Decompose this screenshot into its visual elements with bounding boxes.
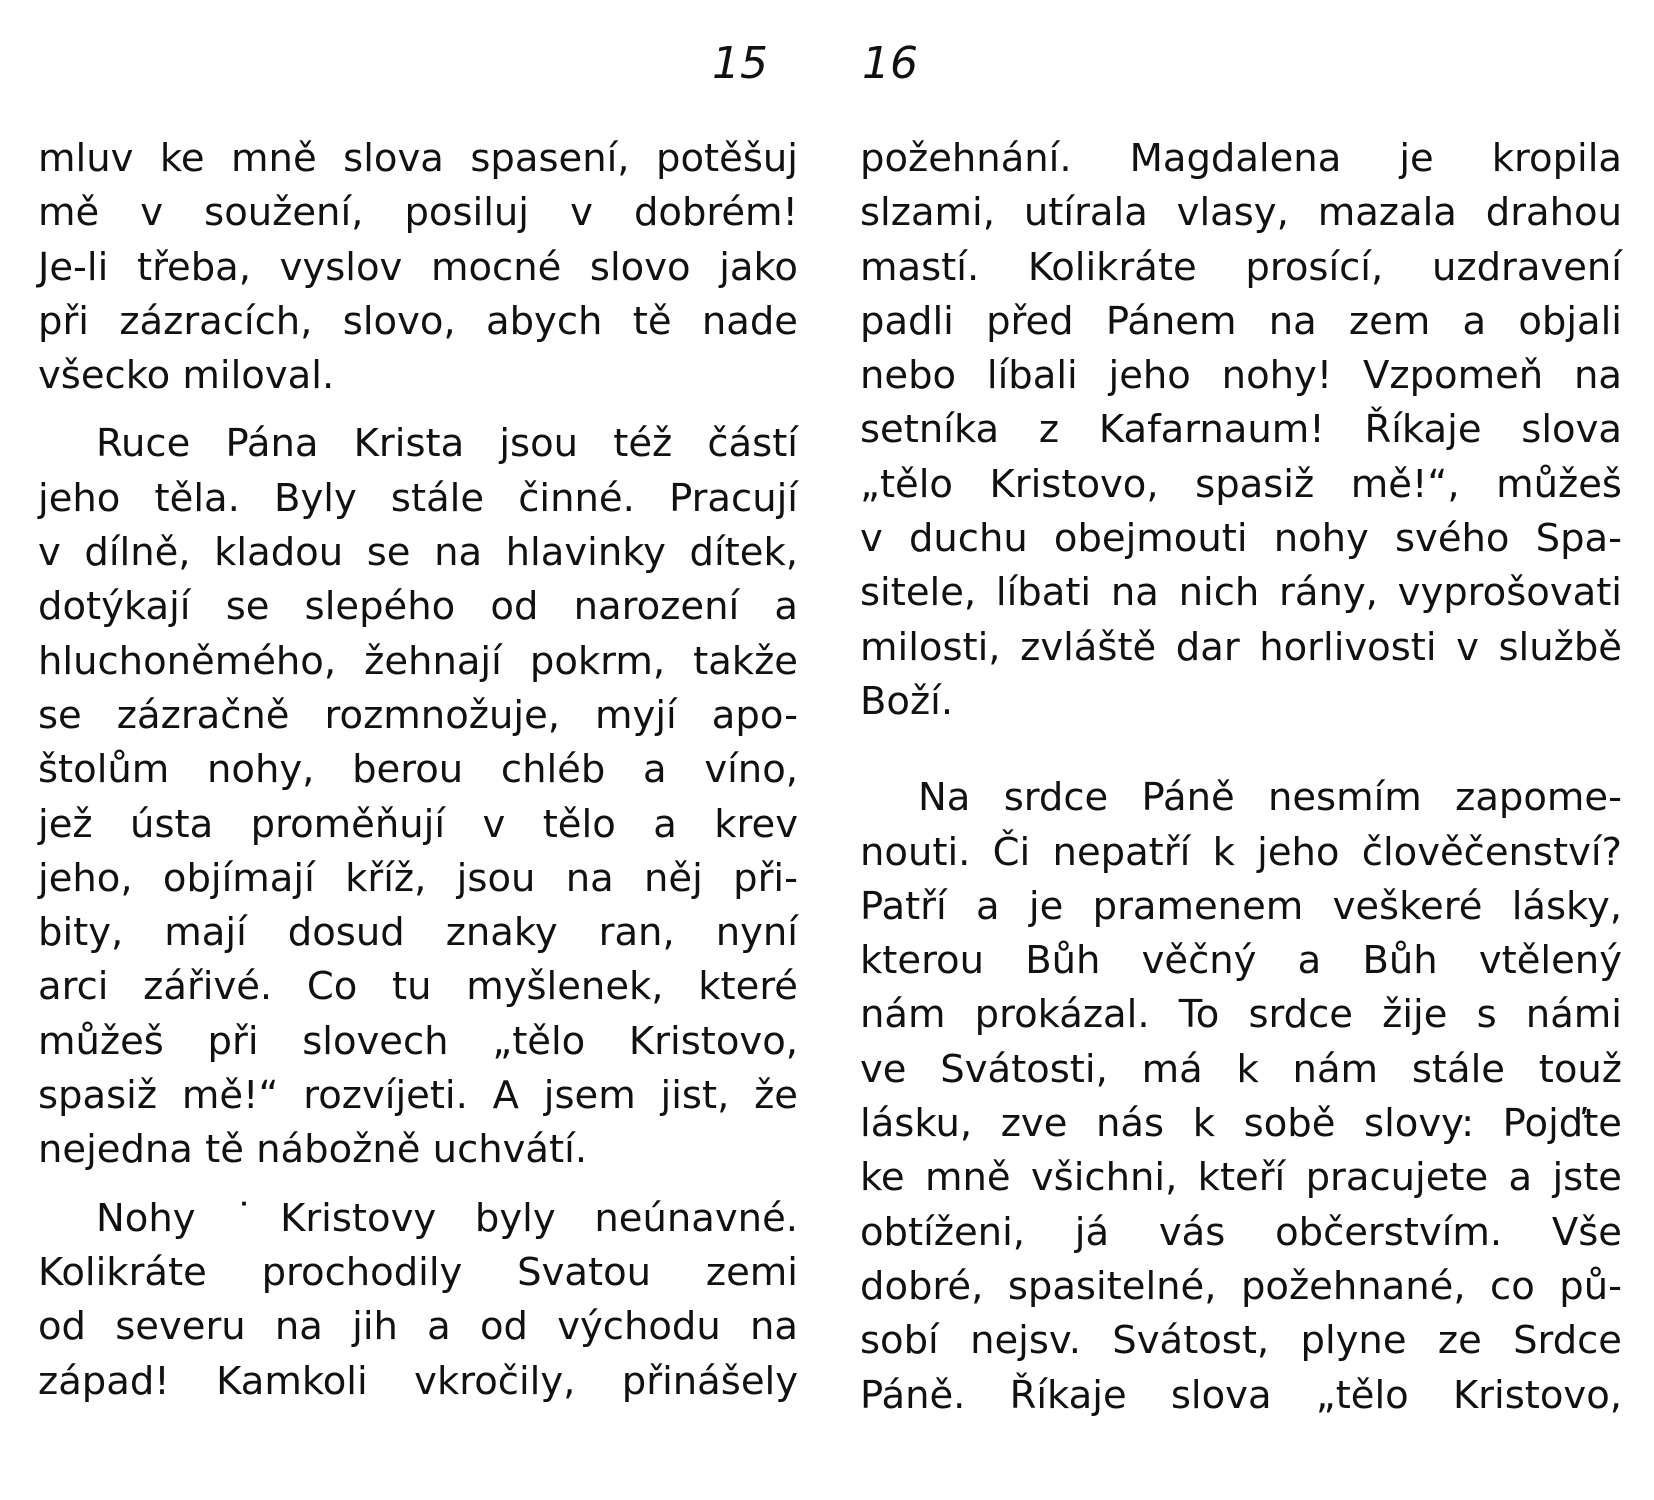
- text-line: nejedna tě nábožně uchvátí.: [38, 1127, 588, 1173]
- text-line: kterou Bůh věčný a Bůh vtělený: [860, 938, 1622, 984]
- text-line: Nohy ˙Kristovy byly neúnavné.: [96, 1195, 798, 1241]
- text-line: nám prokázal. To srdce žije s námi: [860, 992, 1622, 1038]
- text-line: dobré, spasitelné, požehnané, co pů-: [860, 1263, 1622, 1309]
- text-line: jeho, objímají kříž, jsou na něj při-: [38, 855, 798, 901]
- text-line: všecko miloval.: [38, 353, 335, 399]
- text-line: lásku, zve nás k sobě slovy: Pojďte: [860, 1101, 1622, 1147]
- right-page-text: [860, 132, 1622, 1423]
- text-line: mastí. Kolikráte prosící, uzdravení: [860, 244, 1622, 290]
- paragraph: [38, 1192, 798, 1409]
- text-line: jež ústa proměňují v tělo a krev: [38, 801, 798, 847]
- text-line: nouti. Či nepatří k jeho člověčenství?: [860, 829, 1622, 875]
- text-line: od severu na jih a od východu na: [38, 1304, 798, 1350]
- text-line: padli před Pánem na zem a objali: [860, 298, 1622, 344]
- text-line: setníka z Kafarnaum! Říkaje slova: [860, 407, 1622, 453]
- text-line: bity, mají dosud znaky ran, nyní: [38, 910, 798, 956]
- text-line: v duchu obejmouti nohy svého Spa-: [860, 516, 1622, 562]
- text-line: při zázracích, slovo, abych tě nade: [38, 298, 798, 344]
- page-number-right: 16: [862, 38, 918, 89]
- text-line: hluchoněmého, žehnají pokrm, takže: [38, 638, 798, 684]
- text-line: spasiž mě!“ rozvíjeti. A jsem jist, že: [38, 1073, 798, 1119]
- paragraph: [38, 417, 798, 1177]
- text-line: sobí nejsv. Svátost, plyne ze Srdce: [860, 1318, 1622, 1364]
- page-number-left: 15: [712, 38, 768, 89]
- text-line: Boží.: [860, 678, 954, 724]
- text-line: „tělo Kristovo, spasiž mě!“, můžeš: [860, 461, 1622, 507]
- paragraph: [860, 132, 1622, 729]
- text-line: Ruce Pána Krista jsou též částí: [96, 421, 798, 467]
- text-line: západ! Kamkoli vkročily, přinášely: [38, 1358, 798, 1404]
- text-line: sitele, líbati na nich rány, vyprošovati: [860, 570, 1622, 616]
- text-line: mluv ke mně slova spasení, potěšuj: [38, 136, 798, 181]
- text-line: Patří a je pramenem veškeré lásky,: [860, 883, 1622, 929]
- text-line: můžeš při slovech „tělo Kristovo,: [38, 1018, 798, 1064]
- text-line: Na srdce Páně nesmím zapome-: [918, 775, 1622, 821]
- text-line: Kolikráte prochodily Svatou zemi: [38, 1249, 798, 1295]
- text-line: Páně. Říkaje slova „tělo Kristovo,: [860, 1372, 1622, 1418]
- paragraph: [860, 771, 1622, 1423]
- text-line: nebo líbali jeho nohy! Vzpomeň na: [860, 353, 1622, 399]
- text-line: štolům nohy, berou chléb a víno,: [38, 747, 798, 793]
- left-page-text: [38, 132, 798, 1409]
- text-line: požehnání. Magdalena je kropila: [860, 136, 1622, 181]
- text-line: se zázračně rozmnožuje, myjí apo-: [38, 692, 798, 738]
- text-line: mě v soužení, posiluj v dobrém!: [38, 190, 798, 236]
- text-line: dotýkají se slepého od narození a: [38, 584, 798, 630]
- text-line: arci zářivé. Co tu myšlenek, které: [38, 964, 798, 1010]
- text-line: ve Svátosti, má k nám stále touž: [860, 1046, 1622, 1092]
- text-line: milosti, zvláště dar horlivosti v službě: [860, 624, 1622, 670]
- text-line: v dílně, kladou se na hlavinky dítek,: [38, 530, 798, 576]
- text-line: slzami, utírala vlasy, mazala drahou: [860, 190, 1622, 236]
- paragraph: [38, 132, 798, 403]
- text-line: ke mně všichni, kteří pracujete a jste: [860, 1155, 1622, 1201]
- text-line: Je-li třeba, vyslov mocné slovo jako: [38, 244, 798, 290]
- text-line: jeho těla. Byly stále činné. Pracují: [38, 475, 798, 521]
- text-line: obtíženi, já vás občerstvím. Vše: [860, 1209, 1622, 1255]
